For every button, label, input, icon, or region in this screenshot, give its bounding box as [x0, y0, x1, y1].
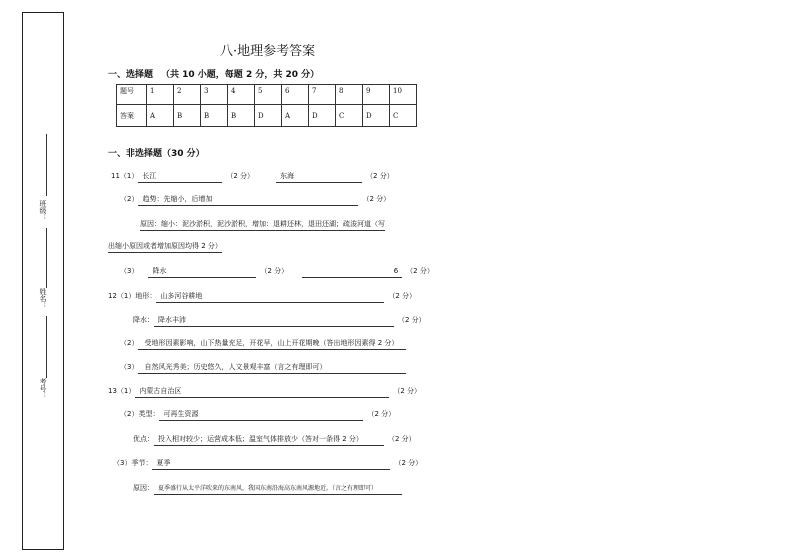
table-row-numbers: [117, 85, 417, 105]
q11-reason-line2: [108, 241, 222, 253]
q11-answer2: 东海: [276, 171, 362, 183]
q13-line2: [120, 409, 395, 421]
class-label: 班级：: [39, 200, 47, 221]
q11-trend: 趋势：先缩小，后增加: [138, 194, 358, 206]
q13-type-label: （2）类型：: [120, 410, 160, 418]
id-blank: [46, 316, 47, 378]
table-cell: D: [255, 105, 282, 127]
table-cell: D: [363, 105, 390, 127]
q11-line1: [111, 171, 394, 183]
table-cell: 4: [228, 85, 255, 105]
table-cell: C: [336, 105, 363, 127]
q12-part2-prefix: （2）: [120, 339, 139, 347]
q13-answer1: 内蒙古自治区: [135, 386, 389, 398]
table-cell: 9: [363, 85, 390, 105]
q11-answer3: 降水: [148, 266, 256, 278]
table-cell: 2: [174, 85, 201, 105]
table-cell: B: [201, 105, 228, 127]
q13-type: 可再生资源: [159, 409, 363, 421]
q12-line3: [120, 338, 406, 350]
id-label: 考号：: [39, 378, 47, 399]
q12-answer3: 自然风光秀美；历史悠久，人文景观丰富（言之有理即可）: [138, 362, 406, 374]
q11-line2: [120, 194, 390, 206]
section2-heading: 一、非选择题（30 分）: [108, 149, 205, 159]
q13-reason: 夏季盛行从太平洋吹来的东南风，我国东南沿海高东南风源地近。（言之有理即可）: [154, 483, 402, 495]
table-cell: D: [309, 105, 336, 127]
q13-prefix: 13（1）: [108, 387, 136, 395]
q13-line1: [108, 386, 421, 398]
section1-title: 一、选择题: [108, 70, 154, 80]
q13-line5: [133, 483, 402, 495]
table-cell: 8: [336, 85, 363, 105]
q13-advantages: 投入相对较少；运营成本低；温室气体排放少（答对一条得 2 分）: [154, 434, 384, 446]
page-title: 八·地理参考答案: [220, 44, 316, 59]
q12-rain-label: 降水：: [133, 316, 154, 324]
q13-adv-label: 优点：: [133, 435, 154, 443]
table-cell: 1: [147, 85, 174, 105]
q11-part3-prefix: （3）: [120, 267, 139, 275]
table-cell: 6: [282, 85, 309, 105]
q13-points1: （2 分）: [393, 387, 422, 395]
q12-line1: [108, 291, 416, 303]
q12-rain: 降水丰沛: [154, 315, 394, 327]
table-cell: 10: [390, 85, 417, 105]
table-cell: A: [147, 105, 174, 127]
table-cell: B: [174, 105, 201, 127]
table-cell: 7: [309, 85, 336, 105]
name-label: 姓名：: [39, 288, 47, 309]
q11-points1: （2 分）: [226, 172, 255, 180]
q12-points1: （2 分）: [388, 292, 417, 300]
q11-part2-prefix: （2）: [120, 195, 139, 203]
name-blank: [46, 228, 47, 288]
q11-prefix: 11（1）: [111, 172, 139, 180]
q13-line3: [133, 434, 416, 446]
table-cell: A: [282, 105, 309, 127]
q11-points3: （2 分）: [362, 195, 391, 203]
q11-points4: （2 分）: [260, 267, 289, 275]
q13-points3: （2 分）: [388, 435, 416, 443]
q11-line3: [120, 266, 434, 278]
q11-points5: （2 分）: [406, 267, 434, 275]
q12-line2: [133, 315, 426, 327]
q11-reason-line1: [140, 219, 385, 231]
section1-note: （共 10 小题，每题 2 分，共 20 分）: [161, 70, 320, 80]
table-cell: B: [228, 105, 255, 127]
class-blank: [46, 134, 47, 196]
q13-season-label: （3）季节：: [113, 459, 153, 467]
table-cell: C: [390, 105, 417, 127]
q11-points2: （2 分）: [366, 172, 394, 180]
q12-terrain: 山多河谷耕地: [156, 291, 384, 303]
q13-line4: [113, 458, 422, 470]
q12-part3-prefix: （3）: [120, 363, 139, 371]
table-header-number: 题号: [117, 85, 147, 105]
q11-reason1: 原因：缩小：泥沙淤积，泥沙淤积，增加：退耕还林，退田还湖；疏浚河道（写: [140, 219, 385, 231]
q11-answer1: 长江: [138, 171, 222, 183]
table-cell: 3: [201, 85, 228, 105]
binding-margin: [22, 12, 64, 550]
q12-line4: [120, 362, 406, 374]
q12-terrain-label: 12（1）地形：: [108, 292, 157, 300]
q13-points2: （2 分）: [367, 410, 396, 418]
q12-points2: （2 分）: [398, 316, 426, 324]
q11-answer4: 6: [302, 266, 402, 278]
table-row-answers: [117, 105, 417, 127]
answer-table: [116, 84, 417, 127]
q11-reason2: 出缩小原因或者增加原因均得 2 分）: [108, 241, 222, 253]
q12-answer2: 受地形因素影响，山下热量充足，开花早，山上开花期晚（答出地形因素得 2 分）: [138, 338, 406, 350]
section1-heading: [108, 67, 319, 80]
table-cell: 5: [255, 85, 282, 105]
table-header-answer: 答案: [117, 105, 147, 127]
q13-reason-label: 原因：: [133, 484, 154, 492]
q13-season: 夏季: [152, 458, 390, 470]
q13-points4: （2 分）: [394, 459, 423, 467]
